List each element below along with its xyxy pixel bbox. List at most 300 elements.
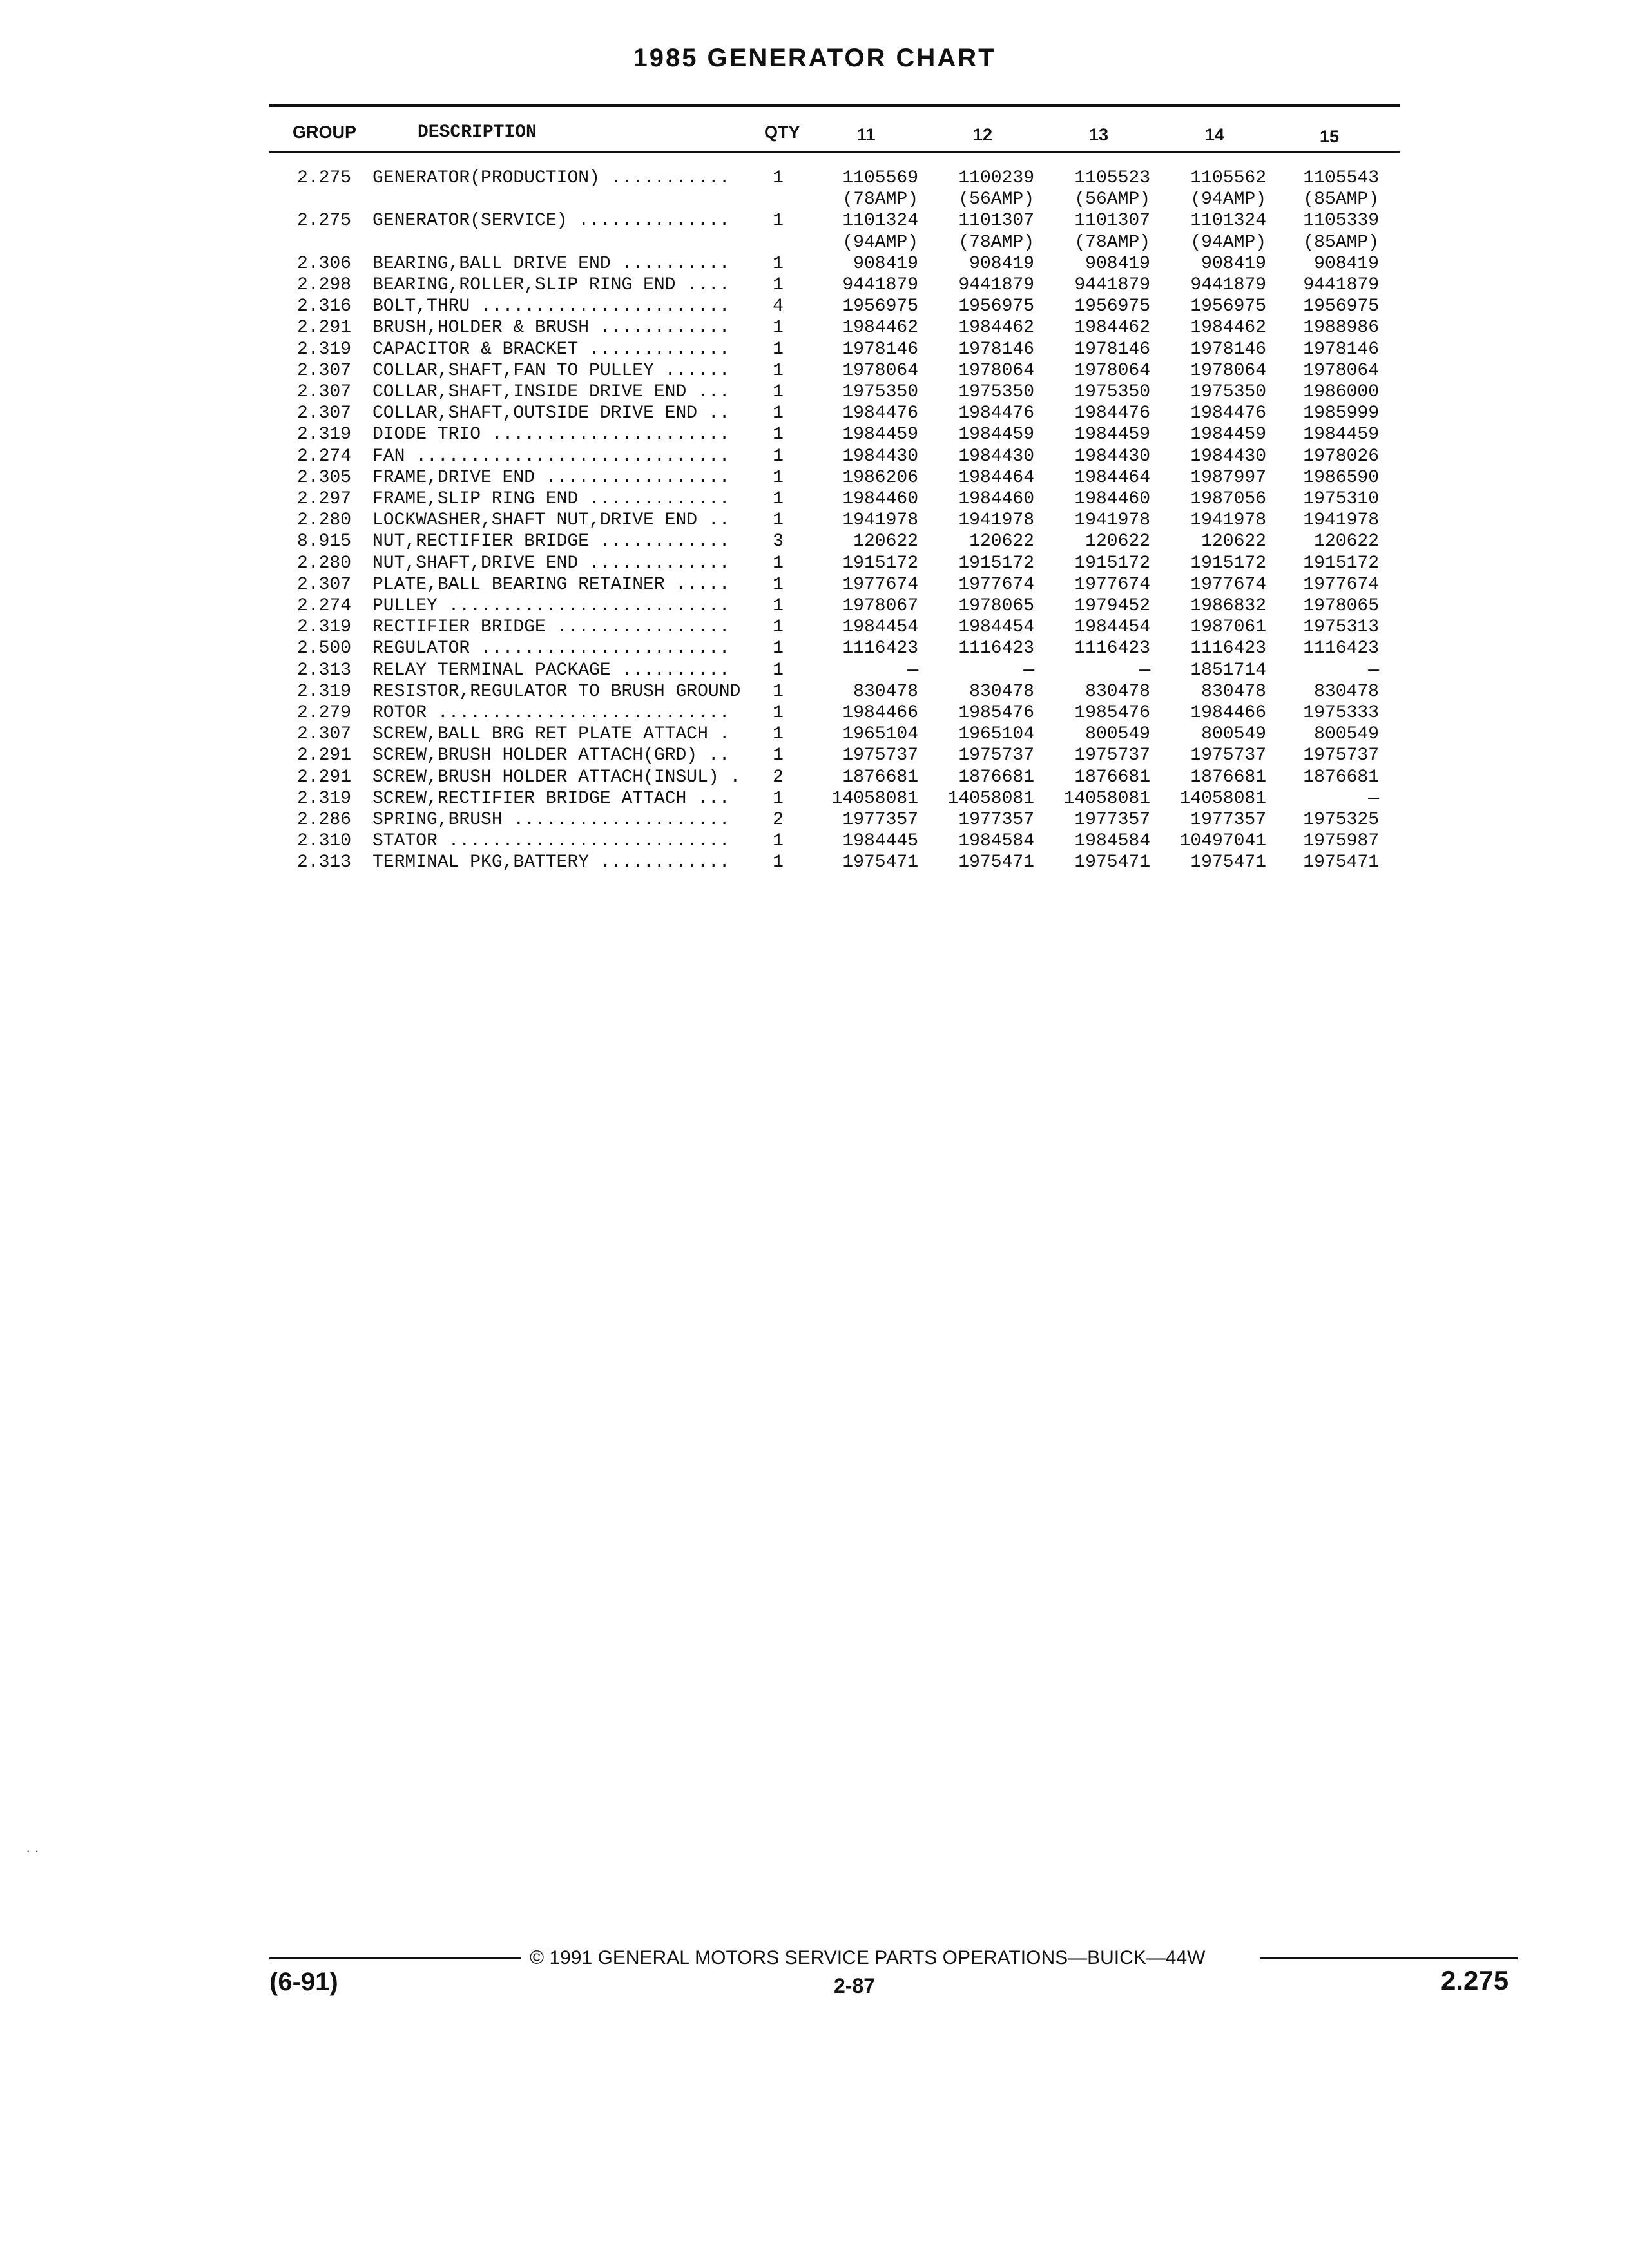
part-number-cell: — [1368,660,1379,680]
part-number-cell: 1915172 [1074,553,1150,573]
part-number-cell: 1975737 [958,745,1034,765]
qty-cell: 1 [773,639,784,658]
part-number-cell: 1956975 [1303,296,1379,316]
group-cell: 2.274 [296,596,351,616]
group-cell: 2.305 [296,468,351,488]
table-row [0,574,1629,595]
table-row [0,531,1629,552]
part-number-cell: 9441879 [958,275,1034,295]
part-number-cell: 1915172 [958,553,1034,573]
part-number-cell: 1941978 [1303,510,1379,530]
table-row [0,788,1629,809]
part-number-cell: 1984464 [958,468,1034,488]
group-cell: 8.915 [296,532,351,552]
part-number-cell: 9441879 [1074,275,1150,295]
part-number-cell: (94AMP) [1190,233,1266,253]
group-cell: 2.307 [296,403,351,423]
part-number-cell: 1975350 [1190,382,1266,402]
part-number-cell: 830478 [1085,682,1150,702]
part-number-cell: 1975737 [1303,745,1379,765]
part-number-cell: 1116423 [842,639,918,658]
table-row [0,360,1629,381]
part-number-cell: 1105569 [842,168,918,188]
qty-cell: 1 [773,789,784,809]
description-cell: CAPACITOR & BRACKET ............. [372,340,730,360]
part-number-cell: 1985476 [1074,703,1150,723]
part-number-cell: 1984430 [958,447,1034,466]
part-number-cell: 1987061 [1190,617,1266,637]
part-number-cell: 1915172 [842,553,918,573]
table-row [0,210,1629,231]
part-number-cell: 830478 [853,682,918,702]
part-number-cell: 1984462 [958,318,1034,338]
part-number-cell: 1984584 [958,831,1034,851]
qty-cell: 1 [773,468,784,488]
part-number-cell: 1986206 [842,468,918,488]
part-number-cell: 1984462 [1190,318,1266,338]
qty-cell: 1 [773,318,784,338]
part-number-cell: (56AMP) [1074,189,1150,209]
part-number-cell: 1984459 [1074,425,1150,445]
description-cell: SPRING,BRUSH .................... [372,810,730,830]
part-number-cell: 1984459 [1303,425,1379,445]
qty-cell: 1 [773,575,784,595]
table-row [0,809,1629,831]
part-number-cell: 1987056 [1190,489,1266,509]
part-number-cell: 1977674 [1074,575,1150,595]
part-number-cell: 1978064 [842,361,918,381]
part-number-cell: 1105339 [1303,211,1379,231]
qty-cell: 1 [773,682,784,702]
part-number-cell: 830478 [1314,682,1379,702]
part-number-cell: 1984430 [842,447,918,466]
part-number-cell: 9441879 [842,275,918,295]
table-row [0,831,1629,852]
table-row [0,681,1629,702]
part-number-cell: 1956975 [842,296,918,316]
part-number-cell: 1978146 [1303,340,1379,360]
group-cell: 2.307 [296,361,351,381]
part-number-cell: 14058081 [1063,789,1150,809]
part-number-cell: 1876681 [1190,767,1266,787]
table-row [0,189,1629,210]
part-number-cell: (85AMP) [1303,233,1379,253]
part-number-cell: 1941978 [958,510,1034,530]
qty-cell: 2 [773,810,784,830]
part-number-cell: (94AMP) [1190,189,1266,209]
part-number-cell: (85AMP) [1303,189,1379,209]
description-cell: STATOR .......................... [372,831,730,851]
qty-cell: 4 [773,296,784,316]
table-row [0,317,1629,338]
part-number-cell: 1977674 [958,575,1034,595]
part-number-cell: 1984476 [842,403,918,423]
part-number-cell: 1956975 [958,296,1034,316]
part-number-cell: 120622 [853,532,918,552]
qty-cell: 1 [773,553,784,573]
part-number-cell: 1941978 [842,510,918,530]
scan-edge-mark: · · [26,1843,39,1859]
part-number-cell: 14058081 [831,789,918,809]
description-cell: TERMINAL PKG,BATTERY ............ [372,852,730,872]
part-number-cell: 14058081 [1179,789,1266,809]
part-number-cell: 1977357 [1074,810,1150,830]
part-number-cell: 908419 [969,254,1034,274]
part-number-cell: 120622 [1201,532,1266,552]
group-cell: 2.286 [296,810,351,830]
part-number-cell: 1978065 [958,596,1034,616]
group-cell: 2.306 [296,254,351,274]
part-number-cell: 1978064 [1303,361,1379,381]
description-cell: NUT,SHAFT,DRIVE END ............. [372,553,730,573]
part-number-cell: 14058081 [947,789,1034,809]
part-number-cell: 1975471 [1303,852,1379,872]
part-number-cell: 1986832 [1190,596,1266,616]
description-cell: PLATE,BALL BEARING RETAINER ..... [372,575,730,595]
part-number-cell: (78AMP) [842,189,918,209]
table-row [0,381,1629,403]
part-number-cell: 1979452 [1074,596,1150,616]
table-row [0,403,1629,424]
part-number-cell: 800549 [1085,724,1150,744]
part-number-cell: 1105543 [1303,168,1379,188]
part-number-cell: — [1023,660,1034,680]
table-row [0,296,1629,317]
part-number-cell: 830478 [1201,682,1266,702]
part-number-cell: 1941978 [1074,510,1150,530]
group-cell: 2.274 [296,447,351,466]
qty-cell: 1 [773,489,784,509]
header-col-13: 13 [1089,125,1109,144]
description-cell: RELAY TERMINAL PACKAGE .......... [372,660,730,680]
header-col-14: 14 [1205,125,1225,144]
table-row [0,638,1629,659]
part-number-cell: 1977357 [1190,810,1266,830]
part-number-cell: 1965104 [842,724,918,744]
part-number-cell: 1977674 [1190,575,1266,595]
part-number-cell: (78AMP) [958,233,1034,253]
part-number-cell: 908419 [1314,254,1379,274]
table-row [0,553,1629,574]
table-row [0,488,1629,510]
table-row [0,745,1629,766]
group-cell: 2.280 [296,553,351,573]
part-number-cell: (56AMP) [958,189,1034,209]
part-number-cell: 1975471 [1190,852,1266,872]
part-number-cell: 1984460 [958,489,1034,509]
part-number-cell: 1876681 [842,767,918,787]
qty-cell: 1 [773,617,784,637]
description-cell: REGULATOR ....................... [372,639,730,658]
part-number-cell: 1975737 [1190,745,1266,765]
part-number-cell: 1984460 [842,489,918,509]
part-number-cell: 9441879 [1303,275,1379,295]
part-number-cell: 1977674 [842,575,918,595]
table-row [0,467,1629,488]
part-number-cell: 1965104 [958,724,1034,744]
part-number-cell: 1978146 [1074,340,1150,360]
part-number-cell: 1975987 [1303,831,1379,851]
part-number-cell: 1984454 [842,617,918,637]
qty-cell: 1 [773,425,784,445]
table-row [0,424,1629,445]
table-row [0,168,1629,189]
description-cell: RESISTOR,REGULATOR TO BRUSH GROUND [372,682,741,702]
part-number-cell: 1876681 [958,767,1034,787]
part-number-cell: 1978146 [958,340,1034,360]
part-number-cell: 1984459 [958,425,1034,445]
part-number-cell: 1977357 [958,810,1034,830]
part-number-cell: 1978146 [1190,340,1266,360]
part-number-cell: 1978064 [958,361,1034,381]
table-row [0,253,1629,274]
qty-cell: 1 [773,447,784,466]
qty-cell: 1 [773,660,784,680]
description-cell: COLLAR,SHAFT,FAN TO PULLEY ...... [372,361,730,381]
description-cell: SCREW,BRUSH HOLDER ATTACH(INSUL) . [372,767,741,787]
part-number-cell: 1975737 [842,745,918,765]
part-number-cell: — [1139,660,1150,680]
footer-rule-left [269,1957,521,1959]
part-number-cell: 1984464 [1074,468,1150,488]
part-number-cell: — [907,660,918,680]
part-number-cell: 1975333 [1303,703,1379,723]
group-cell: 2.291 [296,767,351,787]
part-number-cell: 1978026 [1303,447,1379,466]
table-row [0,724,1629,745]
part-number-cell: 1915172 [1190,553,1266,573]
part-number-cell: 1101307 [958,211,1034,231]
top-rule [269,104,1400,107]
part-number-cell: 1941978 [1190,510,1266,530]
table-row [0,595,1629,617]
group-cell: 2.307 [296,724,351,744]
description-cell: GENERATOR(PRODUCTION) ........... [372,168,730,188]
part-number-cell: 1100239 [958,168,1034,188]
part-number-cell: 10497041 [1179,831,1266,851]
footer-copyright: © 1991 GENERAL MOTORS SERVICE PARTS OPERATIONS—BUICK—44W [530,1947,1206,1968]
part-number-cell: 1984459 [1190,425,1266,445]
group-cell: 2.313 [296,852,351,872]
part-number-cell: 1978146 [842,340,918,360]
description-cell: RECTIFIER BRIDGE ................ [372,617,730,637]
description-cell: NUT,RECTIFIER BRIDGE ............ [372,532,730,552]
table-row [0,339,1629,360]
part-number-cell: 1876681 [1074,767,1150,787]
table-row [0,702,1629,724]
header-description: DESCRIPTION [418,122,537,142]
part-number-cell: 1975313 [1303,617,1379,637]
qty-cell: 1 [773,275,784,295]
part-number-cell: 1975350 [958,382,1034,402]
page-title: 1985 GENERATOR CHART [633,44,996,72]
table-row [0,852,1629,873]
qty-cell: 2 [773,767,784,787]
part-number-cell: 9441879 [1190,275,1266,295]
footer-page-number: 2-87 [834,1974,876,1997]
part-number-cell: 1984454 [1074,617,1150,637]
description-cell: GENERATOR(SERVICE) .............. [372,211,730,231]
table-row [0,510,1629,531]
group-cell: 2.319 [296,789,351,809]
part-number-cell: 1876681 [1303,767,1379,787]
table-row [0,617,1629,638]
description-cell: FRAME,SLIP RING END ............. [372,489,730,509]
part-number-cell: 1105523 [1074,168,1150,188]
part-number-cell: — [1368,789,1379,809]
table-row [0,660,1629,681]
part-number-cell: 120622 [969,532,1034,552]
part-number-cell: 1985999 [1303,403,1379,423]
part-number-cell: 908419 [1085,254,1150,274]
part-number-cell: 908419 [1201,254,1266,274]
qty-cell: 1 [773,403,784,423]
group-cell: 2.319 [296,682,351,702]
part-number-cell: 1987997 [1190,468,1266,488]
group-cell: 2.280 [296,510,351,530]
qty-cell: 1 [773,382,784,402]
description-cell: COLLAR,SHAFT,INSIDE DRIVE END ... [372,382,730,402]
table-row [0,274,1629,296]
part-number-cell: 1116423 [958,639,1034,658]
part-number-cell: 1978065 [1303,596,1379,616]
part-number-cell: 1984445 [842,831,918,851]
qty-cell: 1 [773,340,784,360]
qty-cell: 1 [773,852,784,872]
part-number-cell: 1116423 [1074,639,1150,658]
qty-cell: 1 [773,361,784,381]
part-number-cell: 1975471 [958,852,1034,872]
description-cell: PULLEY .......................... [372,596,730,616]
part-number-cell: 1975471 [842,852,918,872]
description-cell: LOCKWASHER,SHAFT NUT,DRIVE END .. [372,510,730,530]
description-cell: BEARING,BALL DRIVE END .......... [372,254,730,274]
qty-cell: 1 [773,724,784,744]
group-cell: 2.291 [296,745,351,765]
part-number-cell: 1105562 [1190,168,1266,188]
part-number-cell: 1101324 [1190,211,1266,231]
part-number-cell: 1978064 [1074,361,1150,381]
qty-cell: 1 [773,831,784,851]
description-cell: BEARING,ROLLER,SLIP RING END .... [372,275,730,295]
part-number-cell: 800549 [1201,724,1266,744]
part-number-cell: 1975310 [1303,489,1379,509]
part-number-cell: 1984466 [1190,703,1266,723]
group-cell: 2.298 [296,275,351,295]
description-cell: SCREW,BALL BRG RET PLATE ATTACH . [372,724,730,744]
part-number-cell: 1101307 [1074,211,1150,231]
part-number-cell: 908419 [853,254,918,274]
part-number-cell: 1984462 [1074,318,1150,338]
description-cell: ROTOR ........................... [372,703,730,723]
group-cell: 2.310 [296,831,351,851]
part-number-cell: 1851714 [1190,660,1266,680]
header-col-11: 11 [857,125,876,144]
part-number-cell: 1975325 [1303,810,1379,830]
group-cell: 2.307 [296,382,351,402]
group-cell: 2.313 [296,660,351,680]
part-number-cell: 1984459 [842,425,918,445]
group-cell: 2.275 [296,211,351,231]
part-number-cell: 1116423 [1303,639,1379,658]
part-number-cell: 1984476 [1190,403,1266,423]
part-number-cell: 1975471 [1074,852,1150,872]
part-number-cell: 1984430 [1190,447,1266,466]
group-cell: 2.279 [296,703,351,723]
description-cell: SCREW,BRUSH HOLDER ATTACH(GRD) .. [372,745,730,765]
part-number-cell: 120622 [1314,532,1379,552]
description-cell: FAN ............................. [372,447,730,466]
header-group: GROUP [293,122,357,142]
group-cell: 2.297 [296,489,351,509]
header-rule [269,151,1400,153]
part-number-cell: 1985476 [958,703,1034,723]
part-number-cell: 1978064 [1190,361,1266,381]
description-cell: COLLAR,SHAFT,OUTSIDE DRIVE END .. [372,403,730,423]
description-cell: BOLT,THRU ....................... [372,296,730,316]
description-cell: SCREW,RECTIFIER BRIDGE ATTACH ... [372,789,730,809]
part-number-cell: 830478 [969,682,1034,702]
part-number-cell: 1984466 [842,703,918,723]
table-row [0,767,1629,788]
description-cell: BRUSH,HOLDER & BRUSH ............ [372,318,730,338]
group-cell: 2.319 [296,425,351,445]
part-number-cell: 1984476 [958,403,1034,423]
group-cell: 2.307 [296,575,351,595]
qty-cell: 1 [773,168,784,188]
group-cell: 2.319 [296,617,351,637]
part-number-cell: 1956975 [1074,296,1150,316]
description-cell: DIODE TRIO ...................... [372,425,730,445]
part-number-cell: 1984430 [1074,447,1150,466]
table-row [0,232,1629,253]
part-number-cell: 1984460 [1074,489,1150,509]
qty-cell: 1 [773,596,784,616]
part-number-cell: 1956975 [1190,296,1266,316]
footer-section-number: 2.275 [1441,1965,1509,1995]
table-row [0,446,1629,467]
part-number-cell: 1975737 [1074,745,1150,765]
part-number-cell: 1984462 [842,318,918,338]
group-cell: 2.500 [296,639,351,658]
part-number-cell: 1978067 [842,596,918,616]
part-number-cell: 1984476 [1074,403,1150,423]
part-number-cell: 1984584 [1074,831,1150,851]
part-number-cell: 1116423 [1190,639,1266,658]
group-cell: 2.291 [296,318,351,338]
part-number-cell: 1986000 [1303,382,1379,402]
part-number-cell: 800549 [1314,724,1379,744]
qty-cell: 1 [773,254,784,274]
part-number-cell: 1101324 [842,211,918,231]
part-number-cell: 1977674 [1303,575,1379,595]
part-number-cell: 1977357 [842,810,918,830]
footer-date-code: (6-91) [269,1968,338,1996]
part-number-cell: 1988986 [1303,318,1379,338]
group-cell: 2.319 [296,340,351,360]
description-cell: FRAME,DRIVE END ................. [372,468,730,488]
part-number-cell: 1975350 [842,382,918,402]
part-number-cell: (94AMP) [842,233,918,253]
part-number-cell: 1984454 [958,617,1034,637]
qty-cell: 1 [773,510,784,530]
header-col-12: 12 [973,125,993,144]
qty-cell: 1 [773,703,784,723]
part-number-cell: 120622 [1085,532,1150,552]
group-cell: 2.275 [296,168,351,188]
qty-cell: 1 [773,745,784,765]
part-number-cell: 1986590 [1303,468,1379,488]
